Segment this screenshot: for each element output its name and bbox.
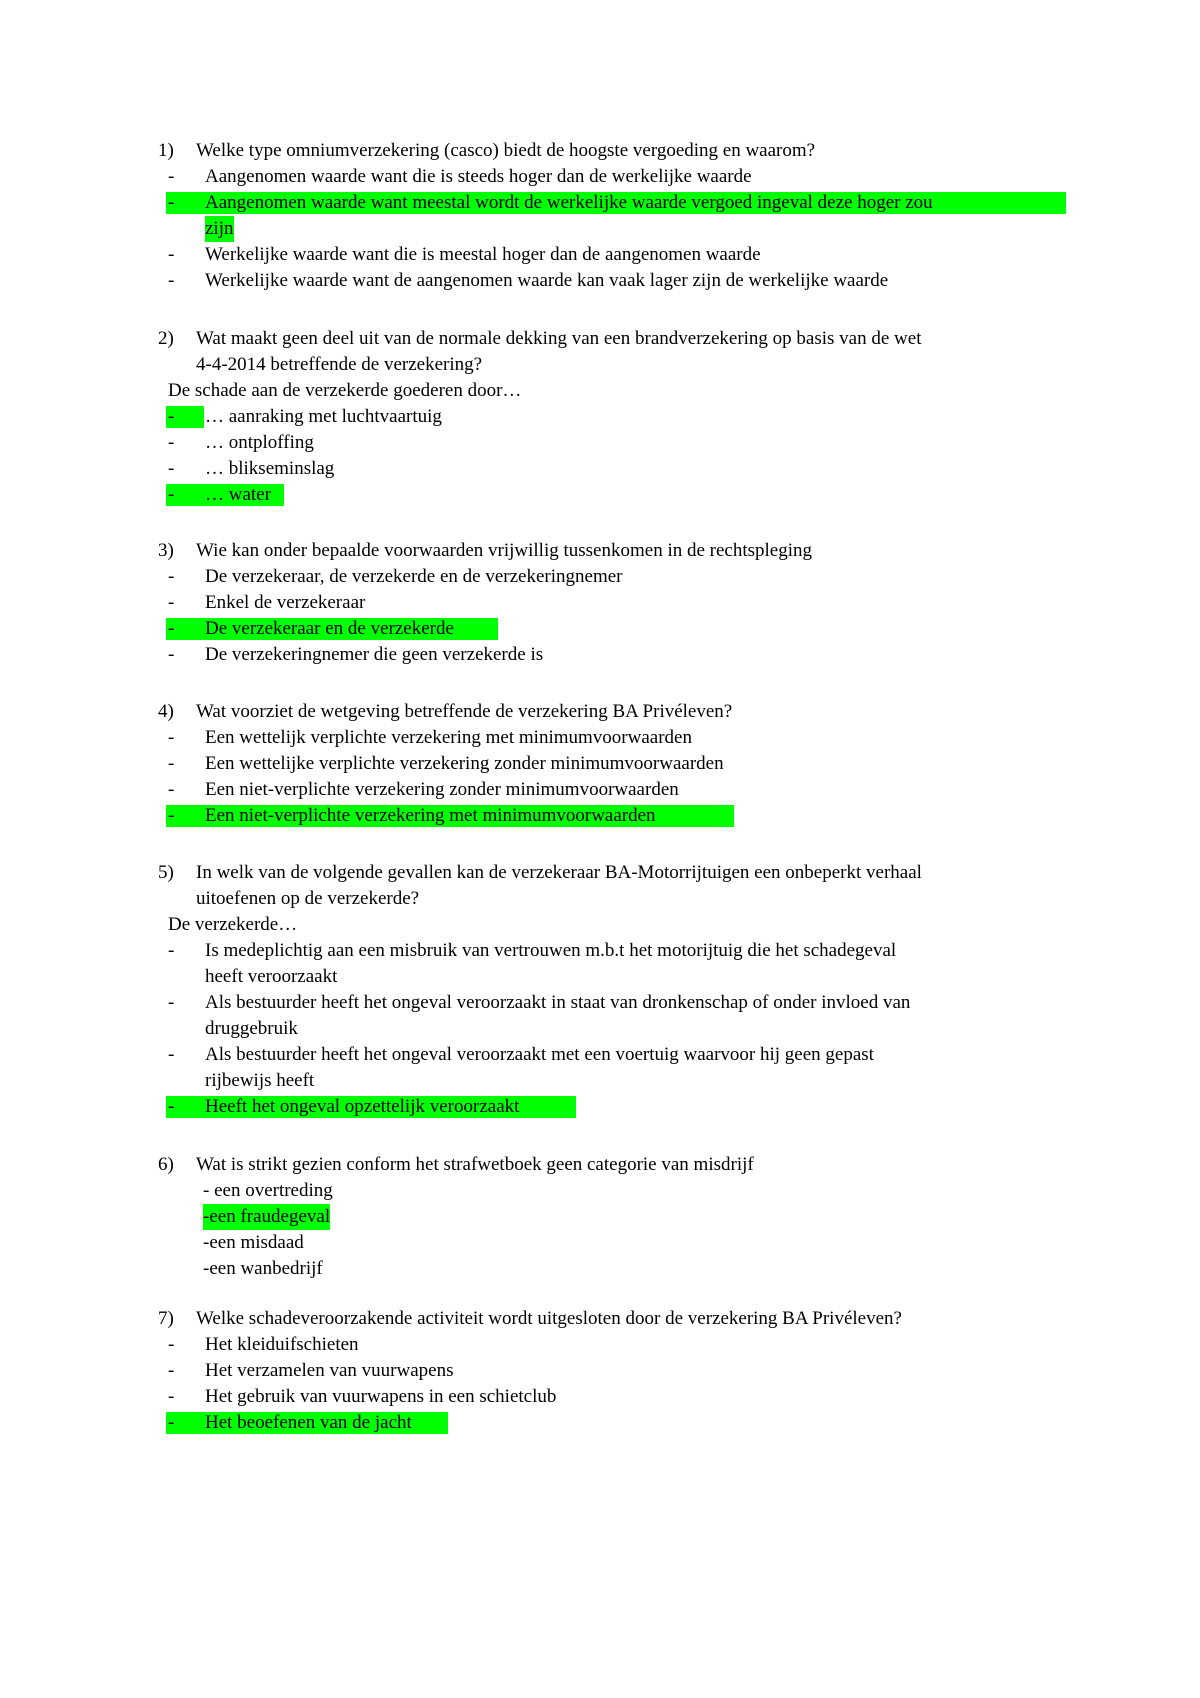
bullet-dash: - (168, 244, 175, 265)
bullet-dash: - (168, 779, 175, 800)
answer-text: Enkel de verzekeraar (205, 592, 366, 613)
question-5 (0, 860, 1200, 1120)
answer-text: Aangenomen waarde want die is steeds hoger dan de werkelijke waarde (205, 166, 752, 187)
question-line (0, 1152, 1200, 1178)
answer-option (0, 1178, 1200, 1204)
question-line (0, 1306, 1200, 1332)
answer-text: druggebruik (205, 1018, 298, 1039)
question-intro: De verzekerde… (168, 914, 298, 935)
question-text: Wie kan onder bepaalde voorwaarden vrijwillig tussenkomen in de rechtspleging (196, 540, 813, 561)
question-line (0, 886, 1200, 912)
answer-option (0, 430, 1200, 456)
question-7 (0, 1306, 1200, 1436)
answer-option-correct (0, 1204, 1200, 1230)
answer-option (0, 268, 1200, 294)
answer-text: rijbewijs heeft (205, 1070, 315, 1091)
answer-text: Een niet-verplichte verzekering met minimumvoorwaarden (205, 805, 656, 826)
answer-option (0, 1042, 1200, 1068)
answer-option-continued (0, 1068, 1200, 1094)
answer-text: Werkelijke waarde want die is meestal hoger dan de aangenomen waarde (205, 244, 761, 265)
answer-text: Een wettelijk verplichte verzekering met minimumvoorwaarden (205, 727, 692, 748)
answer-option (0, 990, 1200, 1016)
bullet-dash: - (168, 753, 175, 774)
answer-option-correct (0, 1094, 1200, 1120)
answer-text: … ontploffing (205, 432, 314, 453)
answer-option (0, 1230, 1200, 1256)
answer-option (0, 725, 1200, 751)
answer-text: Het kleiduifschieten (205, 1334, 359, 1355)
answer-text: Als bestuurder heeft het ongeval veroorzaakt in staat van dronkenschap of onder invloed van (205, 992, 911, 1013)
answer-text: -een fraudegeval (203, 1204, 330, 1230)
question-number: 5) (158, 862, 174, 883)
bullet-dash: - (168, 940, 175, 961)
answer-text: … water (205, 484, 271, 505)
answer-option-correct-continued (0, 216, 1200, 242)
answer-option (0, 938, 1200, 964)
answer-option (0, 1358, 1200, 1384)
question-text: Wat is strikt gezien conform het strafwetboek geen categorie van misdrijf (196, 1154, 754, 1175)
answer-option-correct (0, 482, 1200, 508)
answer-option (0, 1256, 1200, 1282)
bullet-dash: - (168, 458, 175, 479)
bullet-dash: - (168, 1096, 175, 1117)
answer-text: Heeft het ongeval opzettelijk veroorzaakt (205, 1096, 520, 1117)
question-3 (0, 538, 1200, 668)
bullet-dash: - (168, 618, 175, 639)
bullet-dash: - (168, 644, 175, 665)
answer-option-continued (0, 1016, 1200, 1042)
question-text: Wat voorziet de wetgeving betreffende de verzekering BA Privéleven? (196, 701, 733, 722)
bullet-dash: - (168, 1334, 175, 1355)
answer-text: Het verzamelen van vuurwapens (205, 1360, 454, 1381)
bullet-dash: - (168, 805, 175, 826)
bullet-dash: - (168, 1360, 175, 1381)
answer-option (0, 564, 1200, 590)
bullet-dash: - (168, 1412, 175, 1433)
question-line (0, 699, 1200, 725)
question-line (0, 326, 1200, 352)
answer-text: Werkelijke waarde want de aangenomen waarde kan vaak lager zijn de werkelijke waarde (205, 270, 889, 291)
question-number: 7) (158, 1308, 174, 1329)
answer-option (0, 164, 1200, 190)
bullet-dash: - (168, 406, 175, 427)
question-line (0, 138, 1200, 164)
answer-text: Het beoefenen van de jacht (205, 1412, 412, 1433)
question-line (0, 538, 1200, 564)
question-text: 4-4-2014 betreffende de verzekering? (196, 354, 483, 375)
bullet-dash: - (168, 1044, 175, 1065)
question-4 (0, 699, 1200, 829)
question-text: Wat maakt geen deel uit van de normale dekking van een brandverzekering op basis van de wet (196, 328, 922, 349)
bullet-dash: - (168, 270, 175, 291)
answer-option (0, 590, 1200, 616)
answer-option-correct (0, 803, 1200, 829)
bullet-dash: - (168, 192, 175, 213)
question-text: Welke type omniumverzekering (casco) biedt de hoogste vergoeding en waarom? (196, 140, 816, 161)
answer-text: heeft veroorzaakt (205, 966, 338, 987)
question-intro-line (0, 912, 1200, 938)
question-line (0, 860, 1200, 886)
answer-option-correct (0, 190, 1200, 216)
answer-text: De verzekeringnemer die geen verzekerde is (205, 644, 544, 665)
bullet-dash: - (168, 727, 175, 748)
answer-option-correct (0, 1410, 1200, 1436)
answer-text: Als bestuurder heeft het ongeval veroorzaakt met een voertuig waarvoor hij geen gepast (205, 1044, 874, 1065)
answer-text: Aangenomen waarde want meestal wordt de werkelijke waarde vergoed ingeval deze hoger zou (205, 192, 933, 213)
question-1 (0, 138, 1200, 294)
answer-text: Is medeplichtig aan een misbruik van vertrouwen m.b.t het motorijtuig die het schadegeval (205, 940, 897, 961)
answer-option (0, 456, 1200, 482)
answer-option (0, 1332, 1200, 1358)
answer-option (0, 777, 1200, 803)
question-text: In welk van de volgende gevallen kan de verzekeraar BA-Motorrijtuigen een onbeperkt verhaal (196, 862, 922, 883)
question-number: 3) (158, 540, 174, 561)
question-text: Welke schadeveroorzakende activiteit wordt uitgesloten door de verzekering BA Privéleven? (196, 1308, 902, 1329)
question-number: 4) (158, 701, 174, 722)
question-number: 2) (158, 328, 174, 349)
bullet-dash: - (168, 432, 175, 453)
answer-option (0, 242, 1200, 268)
answer-text: - een overtreding (203, 1180, 333, 1201)
answer-option-continued (0, 964, 1200, 990)
bullet-dash: - (168, 166, 175, 187)
answer-text: Een niet-verplichte verzekering zonder minimumvoorwaarden (205, 779, 679, 800)
answer-text: … aanraking met luchtvaartuig (205, 406, 442, 427)
bullet-dash: - (168, 484, 175, 505)
bullet-dash: - (168, 592, 175, 613)
answer-option (0, 751, 1200, 777)
question-6 (0, 1152, 1200, 1282)
question-intro-line (0, 378, 1200, 404)
bullet-dash: - (168, 992, 175, 1013)
answer-text: zijn (205, 216, 234, 242)
question-intro: De schade aan de verzekerde goederen door… (168, 380, 522, 401)
answer-text: De verzekeraar, de verzekerde en de verzekeringnemer (205, 566, 623, 587)
answer-text: … blikseminslag (205, 458, 335, 479)
question-number: 6) (158, 1154, 174, 1175)
question-line (0, 352, 1200, 378)
answer-option-correct (0, 404, 1200, 430)
bullet-dash: - (168, 1386, 175, 1407)
answer-text: Het gebruik van vuurwapens in een schietclub (205, 1386, 557, 1407)
answer-option (0, 1384, 1200, 1410)
question-2 (0, 326, 1200, 508)
answer-text: -een misdaad (203, 1232, 304, 1253)
answer-text: Een wettelijke verplichte verzekering zonder minimumvoorwaarden (205, 753, 724, 774)
answer-text: De verzekeraar en de verzekerde (205, 618, 454, 639)
question-text: uitoefenen op de verzekerde? (196, 888, 420, 909)
answer-option-correct (0, 616, 1200, 642)
answer-option (0, 642, 1200, 668)
bullet-dash: - (168, 566, 175, 587)
answer-text: -een wanbedrijf (203, 1258, 323, 1279)
question-number: 1) (158, 140, 174, 161)
